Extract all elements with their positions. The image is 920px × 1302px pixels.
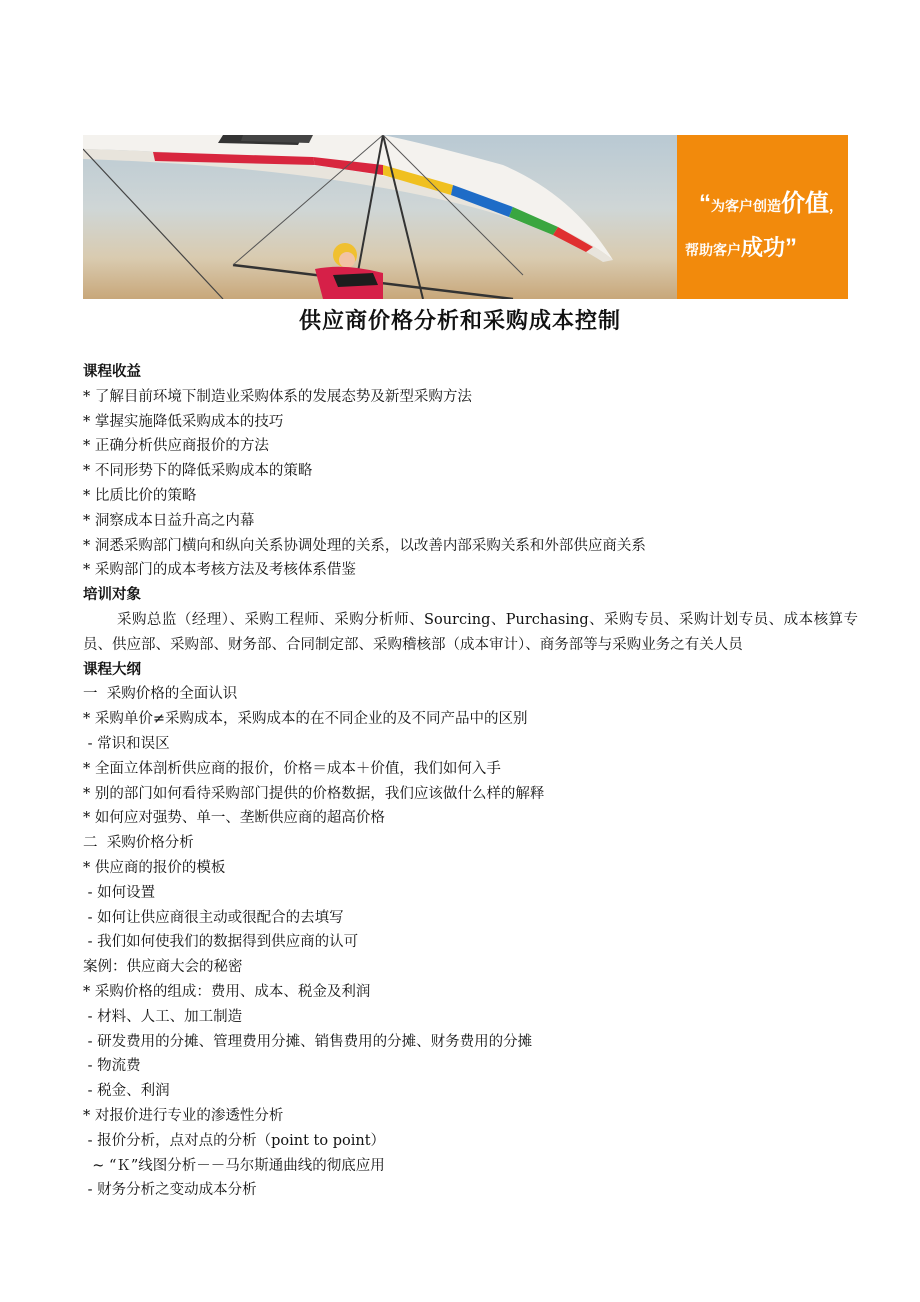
hang-glider-illustration (83, 135, 677, 299)
list-item: * 比质比价的策略 (83, 487, 197, 504)
list-item: * 供应商的报价的模板 (83, 859, 226, 876)
list-item: 一 采购价格的全面认识 (83, 686, 238, 703)
list-item: - 如何设置 (83, 884, 156, 901)
outline-list (83, 682, 858, 1203)
list-item: * 采购价格的组成：费用、成本、税金及利润 (83, 983, 371, 1000)
header-banner (83, 135, 848, 299)
list-item: - 税金、利润 (83, 1083, 170, 1100)
document-title: 供应商价格分析和采购成本控制 (298, 309, 621, 334)
slogan-line-1 (699, 183, 843, 218)
list-item: * 对报价进行专业的渗透性分析 (83, 1107, 284, 1124)
list-item: 案例：供应商大会的秘密 (83, 959, 243, 976)
audience-paragraph: 采购总监（经理）、采购工程师、采购分析师、Sourcing、Purchasing、采购专员、采购计划专员、成本核算专员、供应部、采购部、财务部、合同制定部、采购稽核部（成本审计）、商务部等与采购业务之有关人员 (83, 611, 858, 653)
list-item: - 材料、人工、加工制造 (83, 1008, 243, 1025)
slogan-line-2-emphasis: 成功 (741, 235, 786, 260)
list-item: - 我们如何使我们的数据得到供应商的认可 (83, 934, 359, 951)
document-body (83, 360, 858, 1203)
hang-glider-photo (83, 135, 677, 299)
list-item: - 如何让供应商很主动或很配合的去填写 (83, 909, 344, 926)
list-item: * 正确分析供应商报价的方法 (83, 438, 269, 455)
slogan-close-quote: ” (785, 234, 798, 261)
list-item: - 物流费 (83, 1058, 141, 1075)
list-item: * 洞察成本日益升高之内幕 (83, 512, 255, 529)
list-item: - 财务分析之变动成本分析 (83, 1182, 257, 1199)
list-item: - 常识和误区 (83, 735, 170, 752)
list-item: * 如何应对强势、单一、垄断供应商的超高价格 (83, 810, 385, 827)
slogan-line-2-text: 帮助客户 (685, 242, 741, 258)
list-item: - 报价分析，点对点的分析（point to point） (83, 1132, 386, 1149)
slogan-line-1-end: ， (829, 198, 843, 214)
list-item: - 研发费用的分摊、管理费用分摊、销售费用的分摊、财务费用的分摊 (83, 1033, 533, 1050)
list-item: * 了解目前环境下制造业采购体系的发展态势及新型采购方法 (83, 388, 472, 405)
list-item: 二 采购价格分析 (83, 835, 194, 852)
list-item: * 不同形势下的降低采购成本的策略 (83, 463, 313, 480)
slogan-line-1-emphasis: 价值 (781, 190, 829, 217)
list-item: * 采购单价≠采购成本，采购成本的在不同企业的及不同产品中的区别 (83, 711, 528, 728)
list-item: * 洞悉采购部门横向和纵向关系协调处理的关系，以改善内部采购关系和外部供应商关系 (83, 537, 646, 554)
outline-heading: 课程大纲 (83, 661, 141, 678)
slogan-line-2 (685, 231, 797, 262)
slogan-line-1-text: 为客户创造 (711, 198, 781, 214)
slogan-panel (677, 135, 848, 299)
list-item: ~ “Ｋ”线图分析－－马尔斯通曲线的彻底应用 (83, 1157, 385, 1174)
list-item: * 全面立体剖析供应商的报价，价格＝成本＋价值，我们如何入手 (83, 760, 501, 777)
list-item: * 别的部门如何看待采购部门提供的价格数据，我们应该做什么样的解释 (83, 785, 545, 802)
audience-heading: 培训对象 (83, 587, 141, 604)
list-item: * 掌握实施降低采购成本的技巧 (83, 413, 284, 430)
benefits-heading: 课程收益 (83, 364, 141, 380)
benefits-list (83, 385, 858, 583)
list-item: * 采购部门的成本考核方法及考核体系借鉴 (83, 562, 356, 579)
slogan-open-quote: “ (699, 190, 711, 217)
